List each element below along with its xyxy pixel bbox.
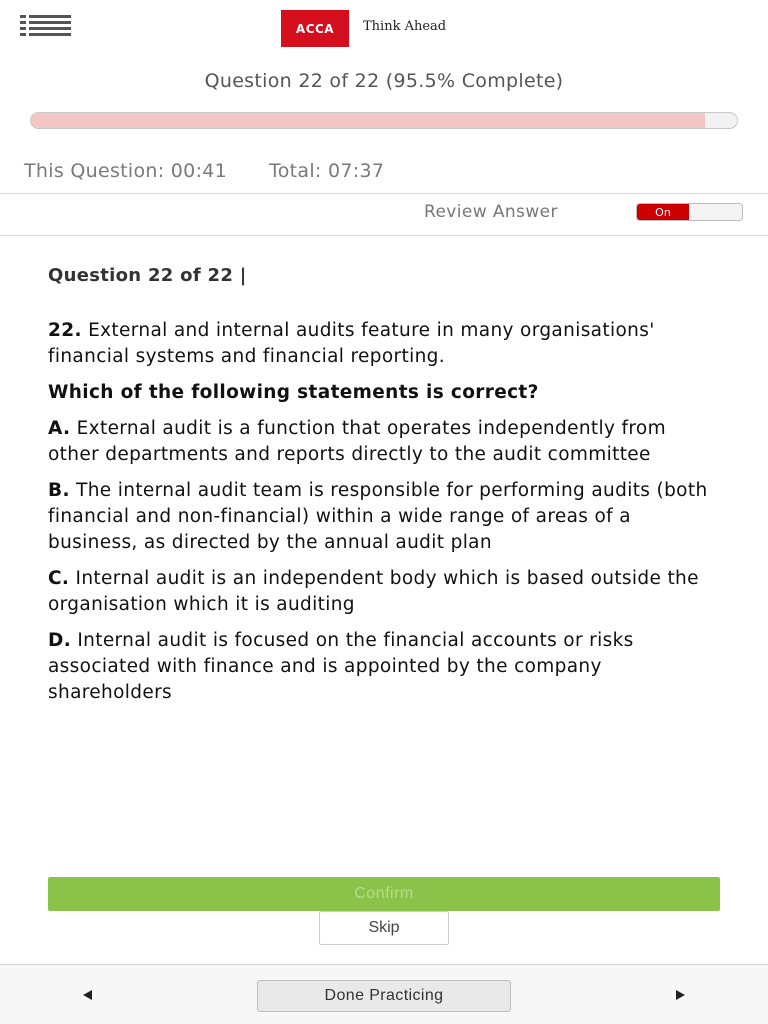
- option-c: [48, 566, 720, 618]
- divider: [0, 193, 768, 194]
- triangle-left-icon[interactable]: [80, 987, 96, 1003]
- question-number: 22.: [48, 320, 82, 341]
- option-text: External audit is a function that operates independently from other departments and reports directly to the audit committee: [48, 418, 666, 465]
- option-letter: B.: [48, 480, 70, 501]
- total-timer: Total: 07:37: [269, 160, 385, 182]
- confirm-button[interactable]: Confirm: [48, 877, 720, 911]
- review-answer-label: Review Answer: [424, 202, 558, 222]
- acca-logo: ACCA: [281, 10, 349, 47]
- divider: [0, 235, 768, 236]
- hamburger-list-icon[interactable]: [20, 14, 72, 38]
- question-stem-text: External and internal audits feature in many organisations' financial systems and financial reporting.: [48, 320, 655, 367]
- question-stem: [48, 318, 720, 370]
- done-practicing-button[interactable]: Done Practicing: [257, 980, 511, 1012]
- option-b: [48, 478, 720, 556]
- option-text: The internal audit team is responsible for performing audits (both financial and non-financial) within a wide range of areas of a business, as directed by the annual audit plan: [48, 480, 708, 553]
- logo-tagline: Think Ahead: [363, 19, 447, 34]
- question-content: [48, 318, 720, 716]
- progress-bar: [30, 112, 738, 129]
- toggle-on-label: On: [637, 204, 689, 220]
- option-d: [48, 628, 720, 706]
- progress-title: Question 22 of 22 (95.5% Complete): [204, 70, 564, 92]
- question-header: Question 22 of 22 |: [48, 265, 247, 286]
- option-letter: A.: [48, 418, 71, 439]
- option-text: Internal audit is focused on the financial accounts or risks associated with finance and is appointed by the company shareholders: [48, 630, 634, 703]
- option-text: Internal audit is an independent body which is based outside the organisation which it is auditing: [48, 568, 699, 615]
- option-letter: D.: [48, 630, 72, 651]
- skip-button[interactable]: Skip: [319, 911, 449, 945]
- footer-bar: [0, 964, 768, 1024]
- option-letter: C.: [48, 568, 70, 589]
- timers: [24, 160, 384, 182]
- question-timer: This Question: 00:41: [24, 160, 228, 182]
- question-prompt: Which of the following statements is correct?: [48, 382, 539, 403]
- progress-bar-fill: [31, 113, 705, 128]
- review-answer-toggle[interactable]: [636, 203, 743, 221]
- triangle-right-icon[interactable]: [672, 987, 688, 1003]
- option-a: [48, 416, 720, 468]
